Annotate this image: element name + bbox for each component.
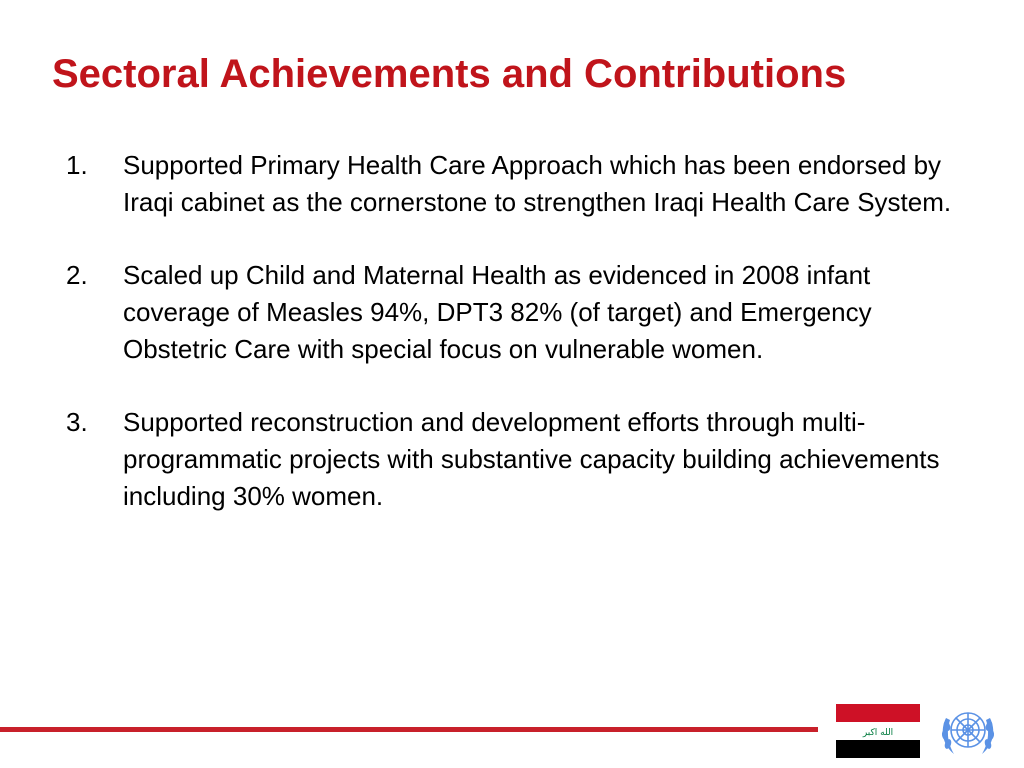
item-number: 1. xyxy=(66,150,88,180)
slide-title: Sectoral Achievements and Contributions xyxy=(52,52,847,96)
iraq-flag-icon xyxy=(836,704,920,758)
item-number: 3. xyxy=(66,407,88,437)
item-number: 2. xyxy=(66,260,88,290)
achievement-item xyxy=(66,404,976,515)
achievement-list xyxy=(66,147,976,551)
item-text: Scaled up Child and Maternal Health as evidenced in 2008 infant coverage of Measles 94%, DPT3 82% (of target) and Emergency Obstetric Care with special focus on vulnerable women. xyxy=(123,260,872,364)
achievement-item xyxy=(66,257,976,368)
achievement-item xyxy=(66,147,976,221)
item-text: Supported reconstruction and development efforts through multi-programmatic projects with substantive capacity building achievements including 30% women. xyxy=(123,407,940,511)
flag-inscription: الله اكبر xyxy=(862,728,894,738)
footer-divider xyxy=(0,727,818,732)
item-text: Supported Primary Health Care Approach which has been endorsed by Iraqi cabinet as the cornerstone to strengthen Iraqi Health Care System. xyxy=(123,150,952,217)
un-emblem-icon xyxy=(936,700,1000,764)
